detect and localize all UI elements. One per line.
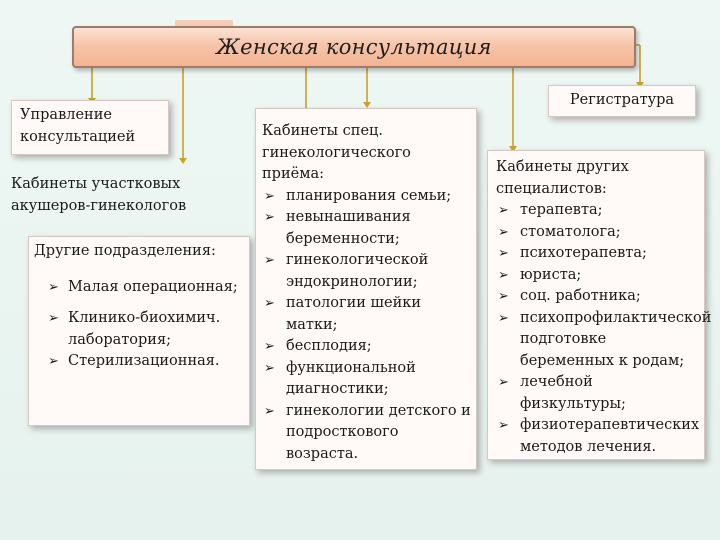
other-units-box <box>28 236 250 426</box>
district-gynecologists-label: Кабинеты участковых акушеров-гинекологов <box>11 176 187 214</box>
registry-box <box>548 85 696 117</box>
list-item: ➢ лечебной физкультуры; <box>496 372 698 415</box>
registry-label: Регистратура <box>569 92 675 109</box>
list-item: ➢ планирования семьи; <box>262 186 472 208</box>
management-label: Управление консультацией <box>20 107 136 145</box>
list-item: ➢ патологии шейки матки; <box>262 293 472 336</box>
list-item: ➢ функциональной диагностики; <box>262 358 472 401</box>
management-box <box>11 100 169 155</box>
title-box <box>72 26 636 68</box>
other-specialists-box <box>487 150 712 460</box>
list-item: ➢ невынашивания беременности; <box>262 207 472 250</box>
list-item: ➢ соц. работника; <box>496 286 698 308</box>
other-specialists-heading: Кабинеты других специалистов: <box>496 159 629 197</box>
list-item: ➢ Стерилизационная. <box>46 351 244 373</box>
special-rooms-list <box>262 186 472 466</box>
list-item: ➢ Клинико-биохимич. лаборатория; <box>46 308 244 351</box>
list-item: ➢ стоматолога; <box>496 222 698 244</box>
list-item: ➢ Малая операционная; <box>46 277 244 299</box>
other-units-list <box>34 277 244 373</box>
list-item: ➢ психотерапевта; <box>496 243 698 265</box>
district-gynecologists-label-block <box>11 174 236 217</box>
page-title: Женская консультация <box>216 35 492 59</box>
list-item: ➢ бесплодия; <box>262 336 472 358</box>
special-rooms-box <box>255 108 477 470</box>
other-specialists-list <box>496 200 712 458</box>
list-item: ➢ юриста; <box>496 265 698 287</box>
other-units-heading: Другие подразделения: <box>34 243 216 259</box>
list-item: ➢ психопрофилактической подготовке беременных к родам; <box>496 308 698 373</box>
list-item: ➢ терапевта; <box>496 200 698 222</box>
list-item: ➢ гинекологии детского и подросткового возраста. <box>262 401 472 466</box>
special-rooms-heading: Кабинеты спец. гинекологического приёма: <box>262 123 411 182</box>
list-item: ➢ гинекологической эндокринологии; <box>262 250 472 293</box>
list-item: ➢ физиотерапевтических методов лечения. <box>496 415 698 458</box>
